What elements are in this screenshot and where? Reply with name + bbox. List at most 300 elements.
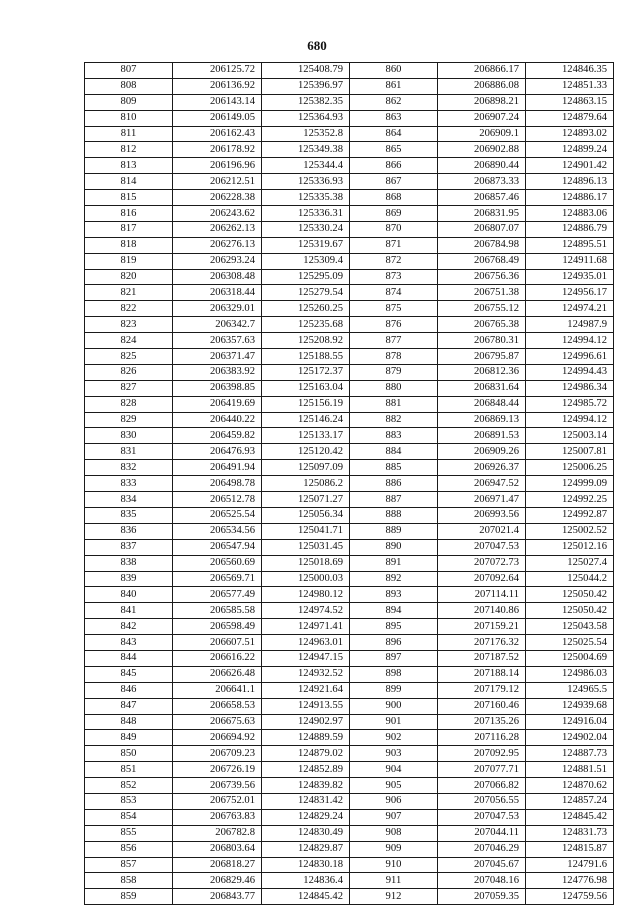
- x-coordinate-left-cell: 206525.54: [173, 507, 262, 523]
- y-coordinate-left-cell: 124963.01: [262, 635, 350, 651]
- point-number-left-cell: 813: [85, 158, 173, 174]
- point-number-right-cell: 876: [350, 317, 438, 333]
- coordinates-table-body: [85, 63, 614, 905]
- table-row: [85, 237, 614, 253]
- y-coordinate-left-cell: 125352.8: [262, 126, 350, 142]
- point-number-right-cell: 907: [350, 809, 438, 825]
- table-row: [85, 841, 614, 857]
- table-row: [85, 778, 614, 794]
- point-number-left-cell: 823: [85, 317, 173, 333]
- y-coordinate-right-cell: 125004.69: [526, 650, 614, 666]
- point-number-left-cell: 816: [85, 206, 173, 222]
- y-coordinate-left-cell: 125041.71: [262, 523, 350, 539]
- y-coordinate-left-cell: 125330.24: [262, 221, 350, 237]
- point-number-left-cell: 844: [85, 650, 173, 666]
- table-row: [85, 126, 614, 142]
- x-coordinate-left-cell: 206276.13: [173, 237, 262, 253]
- point-number-left-cell: 810: [85, 110, 173, 126]
- y-coordinate-right-cell: 124886.79: [526, 221, 614, 237]
- point-number-right-cell: 898: [350, 666, 438, 682]
- y-coordinate-right-cell: 124883.06: [526, 206, 614, 222]
- x-coordinate-left-cell: 206829.46: [173, 873, 262, 889]
- y-coordinate-right-cell: 124956.17: [526, 285, 614, 301]
- y-coordinate-right-cell: 124985.72: [526, 396, 614, 412]
- point-number-left-cell: 815: [85, 190, 173, 206]
- y-coordinate-right-cell: 125050.42: [526, 587, 614, 603]
- x-coordinate-left-cell: 206293.24: [173, 253, 262, 269]
- x-coordinate-right-cell: 207044.11: [438, 825, 526, 841]
- x-coordinate-right-cell: 207160.46: [438, 698, 526, 714]
- y-coordinate-right-cell: 124902.04: [526, 730, 614, 746]
- point-number-left-cell: 859: [85, 889, 173, 905]
- point-number-right-cell: 904: [350, 762, 438, 778]
- x-coordinate-left-cell: 206196.96: [173, 158, 262, 174]
- table-row: [85, 142, 614, 158]
- table-row: [85, 364, 614, 380]
- y-coordinate-left-cell: 125382.35: [262, 94, 350, 110]
- x-coordinate-right-cell: 206848.44: [438, 396, 526, 412]
- table-row: [85, 539, 614, 555]
- point-number-right-cell: 862: [350, 94, 438, 110]
- point-number-left-cell: 824: [85, 333, 173, 349]
- point-number-right-cell: 880: [350, 380, 438, 396]
- point-number-right-cell: 883: [350, 428, 438, 444]
- x-coordinate-left-cell: 206329.01: [173, 301, 262, 317]
- point-number-right-cell: 895: [350, 619, 438, 635]
- point-number-left-cell: 821: [85, 285, 173, 301]
- table-row: [85, 174, 614, 190]
- point-number-left-cell: 842: [85, 619, 173, 635]
- y-coordinate-left-cell: 125000.03: [262, 571, 350, 587]
- table-row: [85, 253, 614, 269]
- x-coordinate-left-cell: 206419.69: [173, 396, 262, 412]
- point-number-right-cell: 865: [350, 142, 438, 158]
- point-number-right-cell: 863: [350, 110, 438, 126]
- point-number-right-cell: 873: [350, 269, 438, 285]
- x-coordinate-left-cell: 206598.49: [173, 619, 262, 635]
- point-number-left-cell: 828: [85, 396, 173, 412]
- y-coordinate-right-cell: 125006.25: [526, 460, 614, 476]
- y-coordinate-right-cell: 124846.35: [526, 63, 614, 79]
- x-coordinate-left-cell: 206709.23: [173, 746, 262, 762]
- y-coordinate-right-cell: 124986.34: [526, 380, 614, 396]
- point-number-left-cell: 858: [85, 873, 173, 889]
- x-coordinate-left-cell: 206782.8: [173, 825, 262, 841]
- x-coordinate-right-cell: 206907.24: [438, 110, 526, 126]
- table-row: [85, 412, 614, 428]
- x-coordinate-left-cell: 206262.13: [173, 221, 262, 237]
- y-coordinate-left-cell: 125056.34: [262, 507, 350, 523]
- y-coordinate-left-cell: 124845.42: [262, 889, 350, 905]
- y-coordinate-left-cell: 125097.09: [262, 460, 350, 476]
- x-coordinate-right-cell: 207092.95: [438, 746, 526, 762]
- y-coordinate-left-cell: 124852.89: [262, 762, 350, 778]
- y-coordinate-left-cell: 124971.41: [262, 619, 350, 635]
- x-coordinate-right-cell: 206755.12: [438, 301, 526, 317]
- y-coordinate-left-cell: 125208.92: [262, 333, 350, 349]
- y-coordinate-right-cell: 124992.87: [526, 507, 614, 523]
- table-row: [85, 380, 614, 396]
- y-coordinate-right-cell: 124893.02: [526, 126, 614, 142]
- y-coordinate-right-cell: 125025.54: [526, 635, 614, 651]
- y-coordinate-right-cell: 124776.98: [526, 873, 614, 889]
- y-coordinate-right-cell: 124999.09: [526, 476, 614, 492]
- x-coordinate-left-cell: 206641.1: [173, 682, 262, 698]
- x-coordinate-left-cell: 206585.58: [173, 603, 262, 619]
- x-coordinate-right-cell: 207135.26: [438, 714, 526, 730]
- x-coordinate-left-cell: 206547.94: [173, 539, 262, 555]
- y-coordinate-left-cell: 125396.97: [262, 78, 350, 94]
- x-coordinate-right-cell: 206909.1: [438, 126, 526, 142]
- x-coordinate-left-cell: 206675.63: [173, 714, 262, 730]
- point-number-left-cell: 839: [85, 571, 173, 587]
- y-coordinate-right-cell: 124815.87: [526, 841, 614, 857]
- point-number-left-cell: 827: [85, 380, 173, 396]
- x-coordinate-right-cell: 206807.07: [438, 221, 526, 237]
- y-coordinate-left-cell: 125163.04: [262, 380, 350, 396]
- point-number-left-cell: 808: [85, 78, 173, 94]
- y-coordinate-right-cell: 125002.52: [526, 523, 614, 539]
- y-coordinate-right-cell: 124857.24: [526, 793, 614, 809]
- x-coordinate-right-cell: 207072.73: [438, 555, 526, 571]
- point-number-left-cell: 835: [85, 507, 173, 523]
- point-number-left-cell: 834: [85, 492, 173, 508]
- y-coordinate-right-cell: 124994.43: [526, 364, 614, 380]
- x-coordinate-right-cell: 207159.21: [438, 619, 526, 635]
- point-number-left-cell: 832: [85, 460, 173, 476]
- y-coordinate-left-cell: 125133.17: [262, 428, 350, 444]
- x-coordinate-left-cell: 206125.72: [173, 63, 262, 79]
- y-coordinate-right-cell: 124992.25: [526, 492, 614, 508]
- table-row: [85, 762, 614, 778]
- x-coordinate-right-cell: 206831.64: [438, 380, 526, 396]
- point-number-left-cell: 818: [85, 237, 173, 253]
- point-number-right-cell: 900: [350, 698, 438, 714]
- y-coordinate-left-cell: 125120.42: [262, 444, 350, 460]
- point-number-left-cell: 843: [85, 635, 173, 651]
- y-coordinate-left-cell: 125172.37: [262, 364, 350, 380]
- y-coordinate-left-cell: 125018.69: [262, 555, 350, 571]
- y-coordinate-right-cell: 124870.62: [526, 778, 614, 794]
- y-coordinate-right-cell: 124974.21: [526, 301, 614, 317]
- x-coordinate-right-cell: 206890.44: [438, 158, 526, 174]
- y-coordinate-right-cell: 124996.61: [526, 349, 614, 365]
- x-coordinate-left-cell: 206763.83: [173, 809, 262, 825]
- x-coordinate-left-cell: 206534.56: [173, 523, 262, 539]
- x-coordinate-left-cell: 206308.48: [173, 269, 262, 285]
- x-coordinate-right-cell: 206866.17: [438, 63, 526, 79]
- x-coordinate-right-cell: 206812.36: [438, 364, 526, 380]
- point-number-left-cell: 854: [85, 809, 173, 825]
- x-coordinate-right-cell: 207176.32: [438, 635, 526, 651]
- x-coordinate-left-cell: 206626.48: [173, 666, 262, 682]
- y-coordinate-left-cell: 124947.15: [262, 650, 350, 666]
- x-coordinate-left-cell: 206143.14: [173, 94, 262, 110]
- y-coordinate-right-cell: 124863.15: [526, 94, 614, 110]
- table-row: [85, 94, 614, 110]
- table-row: [85, 730, 614, 746]
- coordinates-table: [84, 62, 614, 905]
- y-coordinate-right-cell: 124901.42: [526, 158, 614, 174]
- point-number-right-cell: 906: [350, 793, 438, 809]
- x-coordinate-right-cell: 207188.14: [438, 666, 526, 682]
- point-number-right-cell: 901: [350, 714, 438, 730]
- x-coordinate-left-cell: 206476.93: [173, 444, 262, 460]
- y-coordinate-right-cell: 124896.13: [526, 174, 614, 190]
- point-number-right-cell: 872: [350, 253, 438, 269]
- y-coordinate-left-cell: 125031.45: [262, 539, 350, 555]
- x-coordinate-left-cell: 206398.85: [173, 380, 262, 396]
- point-number-left-cell: 825: [85, 349, 173, 365]
- y-coordinate-left-cell: 125156.19: [262, 396, 350, 412]
- y-coordinate-right-cell: 124916.04: [526, 714, 614, 730]
- table-row: [85, 158, 614, 174]
- y-coordinate-left-cell: 124974.52: [262, 603, 350, 619]
- y-coordinate-right-cell: 124845.42: [526, 809, 614, 825]
- table-row: [85, 825, 614, 841]
- point-number-left-cell: 855: [85, 825, 173, 841]
- y-coordinate-right-cell: 124759.56: [526, 889, 614, 905]
- point-number-left-cell: 857: [85, 857, 173, 873]
- x-coordinate-right-cell: 207046.29: [438, 841, 526, 857]
- table-row: [85, 206, 614, 222]
- y-coordinate-left-cell: 124836.4: [262, 873, 350, 889]
- y-coordinate-right-cell: 124965.5: [526, 682, 614, 698]
- x-coordinate-left-cell: 206577.49: [173, 587, 262, 603]
- point-number-right-cell: 882: [350, 412, 438, 428]
- y-coordinate-left-cell: 125188.55: [262, 349, 350, 365]
- x-coordinate-left-cell: 206569.71: [173, 571, 262, 587]
- table-row: [85, 285, 614, 301]
- table-row: [85, 110, 614, 126]
- y-coordinate-left-cell: 124839.82: [262, 778, 350, 794]
- x-coordinate-right-cell: 207047.53: [438, 809, 526, 825]
- x-coordinate-right-cell: 207092.64: [438, 571, 526, 587]
- point-number-left-cell: 837: [85, 539, 173, 555]
- point-number-left-cell: 811: [85, 126, 173, 142]
- x-coordinate-right-cell: 207021.4: [438, 523, 526, 539]
- y-coordinate-left-cell: 125335.38: [262, 190, 350, 206]
- y-coordinate-right-cell: 125012.16: [526, 539, 614, 555]
- point-number-right-cell: 866: [350, 158, 438, 174]
- table-row: [85, 301, 614, 317]
- x-coordinate-right-cell: 206891.53: [438, 428, 526, 444]
- table-row: [85, 78, 614, 94]
- y-coordinate-right-cell: 124986.03: [526, 666, 614, 682]
- point-number-right-cell: 869: [350, 206, 438, 222]
- y-coordinate-left-cell: 124980.12: [262, 587, 350, 603]
- y-coordinate-right-cell: 125003.14: [526, 428, 614, 444]
- x-coordinate-left-cell: 206342.7: [173, 317, 262, 333]
- y-coordinate-left-cell: 125086.2: [262, 476, 350, 492]
- table-row: [85, 221, 614, 237]
- y-coordinate-right-cell: 124881.51: [526, 762, 614, 778]
- point-number-right-cell: 894: [350, 603, 438, 619]
- point-number-right-cell: 887: [350, 492, 438, 508]
- table-row: [85, 428, 614, 444]
- y-coordinate-left-cell: 124902.97: [262, 714, 350, 730]
- point-number-left-cell: 820: [85, 269, 173, 285]
- point-number-left-cell: 849: [85, 730, 173, 746]
- x-coordinate-left-cell: 206843.77: [173, 889, 262, 905]
- x-coordinate-right-cell: 206831.95: [438, 206, 526, 222]
- point-number-left-cell: 822: [85, 301, 173, 317]
- point-number-right-cell: 908: [350, 825, 438, 841]
- x-coordinate-left-cell: 206178.92: [173, 142, 262, 158]
- point-number-right-cell: 902: [350, 730, 438, 746]
- point-number-left-cell: 848: [85, 714, 173, 730]
- point-number-left-cell: 817: [85, 221, 173, 237]
- point-number-right-cell: 860: [350, 63, 438, 79]
- x-coordinate-right-cell: 206947.52: [438, 476, 526, 492]
- table-row: [85, 63, 614, 79]
- x-coordinate-right-cell: 207077.71: [438, 762, 526, 778]
- point-number-right-cell: 871: [350, 237, 438, 253]
- y-coordinate-left-cell: 124830.49: [262, 825, 350, 841]
- y-coordinate-left-cell: 125364.93: [262, 110, 350, 126]
- y-coordinate-left-cell: 125408.79: [262, 63, 350, 79]
- y-coordinate-left-cell: 124921.64: [262, 682, 350, 698]
- point-number-right-cell: 903: [350, 746, 438, 762]
- x-coordinate-right-cell: 207045.67: [438, 857, 526, 873]
- y-coordinate-right-cell: 124994.12: [526, 412, 614, 428]
- point-number-right-cell: 864: [350, 126, 438, 142]
- point-number-right-cell: 909: [350, 841, 438, 857]
- table-row: [85, 698, 614, 714]
- table-row: [85, 889, 614, 905]
- point-number-right-cell: 905: [350, 778, 438, 794]
- y-coordinate-right-cell: 124791.6: [526, 857, 614, 873]
- y-coordinate-right-cell: 124939.68: [526, 698, 614, 714]
- x-coordinate-right-cell: 206765.38: [438, 317, 526, 333]
- x-coordinate-right-cell: 206756.36: [438, 269, 526, 285]
- x-coordinate-right-cell: 206971.47: [438, 492, 526, 508]
- x-coordinate-left-cell: 206607.51: [173, 635, 262, 651]
- x-coordinate-right-cell: 207056.55: [438, 793, 526, 809]
- x-coordinate-left-cell: 206162.43: [173, 126, 262, 142]
- table-row: [85, 523, 614, 539]
- point-number-right-cell: 912: [350, 889, 438, 905]
- y-coordinate-left-cell: 125344.4: [262, 158, 350, 174]
- x-coordinate-left-cell: 206383.92: [173, 364, 262, 380]
- x-coordinate-left-cell: 206498.78: [173, 476, 262, 492]
- point-number-right-cell: 874: [350, 285, 438, 301]
- point-number-left-cell: 819: [85, 253, 173, 269]
- point-number-left-cell: 845: [85, 666, 173, 682]
- table-row: [85, 460, 614, 476]
- point-number-right-cell: 892: [350, 571, 438, 587]
- y-coordinate-left-cell: 125336.93: [262, 174, 350, 190]
- y-coordinate-left-cell: 125235.68: [262, 317, 350, 333]
- point-number-right-cell: 885: [350, 460, 438, 476]
- y-coordinate-left-cell: 125319.67: [262, 237, 350, 253]
- y-coordinate-right-cell: 124935.01: [526, 269, 614, 285]
- point-number-right-cell: 870: [350, 221, 438, 237]
- point-number-left-cell: 831: [85, 444, 173, 460]
- x-coordinate-left-cell: 206694.92: [173, 730, 262, 746]
- point-number-left-cell: 833: [85, 476, 173, 492]
- table-row: [85, 333, 614, 349]
- table-row: [85, 587, 614, 603]
- point-number-left-cell: 852: [85, 778, 173, 794]
- x-coordinate-right-cell: 206926.37: [438, 460, 526, 476]
- y-coordinate-right-cell: 124987.9: [526, 317, 614, 333]
- x-coordinate-left-cell: 206658.53: [173, 698, 262, 714]
- y-coordinate-left-cell: 125309.4: [262, 253, 350, 269]
- x-coordinate-right-cell: 207066.82: [438, 778, 526, 794]
- y-coordinate-right-cell: 124895.51: [526, 237, 614, 253]
- table-row: [85, 746, 614, 762]
- x-coordinate-left-cell: 206739.56: [173, 778, 262, 794]
- y-coordinate-left-cell: 124830.18: [262, 857, 350, 873]
- point-number-left-cell: 830: [85, 428, 173, 444]
- x-coordinate-right-cell: 207048.16: [438, 873, 526, 889]
- y-coordinate-right-cell: 124887.73: [526, 746, 614, 762]
- point-number-left-cell: 812: [85, 142, 173, 158]
- point-number-right-cell: 861: [350, 78, 438, 94]
- y-coordinate-right-cell: 124851.33: [526, 78, 614, 94]
- table-row: [85, 555, 614, 571]
- x-coordinate-left-cell: 206818.27: [173, 857, 262, 873]
- x-coordinate-right-cell: 206909.26: [438, 444, 526, 460]
- x-coordinate-right-cell: 207187.52: [438, 650, 526, 666]
- y-coordinate-right-cell: 125044.2: [526, 571, 614, 587]
- y-coordinate-left-cell: 125146.24: [262, 412, 350, 428]
- x-coordinate-left-cell: 206560.69: [173, 555, 262, 571]
- point-number-left-cell: 840: [85, 587, 173, 603]
- point-number-right-cell: 893: [350, 587, 438, 603]
- x-coordinate-right-cell: 207116.28: [438, 730, 526, 746]
- x-coordinate-right-cell: 206780.31: [438, 333, 526, 349]
- y-coordinate-right-cell: 125050.42: [526, 603, 614, 619]
- table-row: [85, 571, 614, 587]
- table-row: [85, 396, 614, 412]
- y-coordinate-left-cell: 125071.27: [262, 492, 350, 508]
- y-coordinate-left-cell: 125260.25: [262, 301, 350, 317]
- table-row: [85, 507, 614, 523]
- y-coordinate-right-cell: 125027.4: [526, 555, 614, 571]
- point-number-left-cell: 829: [85, 412, 173, 428]
- x-coordinate-right-cell: 207179.12: [438, 682, 526, 698]
- point-number-left-cell: 851: [85, 762, 173, 778]
- point-number-right-cell: 879: [350, 364, 438, 380]
- table-row: [85, 793, 614, 809]
- point-number-left-cell: 809: [85, 94, 173, 110]
- x-coordinate-right-cell: 206784.98: [438, 237, 526, 253]
- page-number: 680: [307, 38, 327, 53]
- x-coordinate-left-cell: 206726.19: [173, 762, 262, 778]
- table-row: [85, 857, 614, 873]
- point-number-right-cell: 910: [350, 857, 438, 873]
- point-number-right-cell: 868: [350, 190, 438, 206]
- table-row: [85, 809, 614, 825]
- y-coordinate-right-cell: 125043.58: [526, 619, 614, 635]
- x-coordinate-right-cell: 207140.86: [438, 603, 526, 619]
- table-row: [85, 349, 614, 365]
- x-coordinate-left-cell: 206149.05: [173, 110, 262, 126]
- y-coordinate-left-cell: 125295.09: [262, 269, 350, 285]
- x-coordinate-right-cell: 206993.56: [438, 507, 526, 523]
- x-coordinate-left-cell: 206243.62: [173, 206, 262, 222]
- point-number-right-cell: 878: [350, 349, 438, 365]
- y-coordinate-right-cell: 124886.17: [526, 190, 614, 206]
- x-coordinate-left-cell: 206228.38: [173, 190, 262, 206]
- point-number-right-cell: 888: [350, 507, 438, 523]
- point-number-right-cell: 877: [350, 333, 438, 349]
- point-number-left-cell: 850: [85, 746, 173, 762]
- point-number-left-cell: 826: [85, 364, 173, 380]
- x-coordinate-left-cell: 206752.01: [173, 793, 262, 809]
